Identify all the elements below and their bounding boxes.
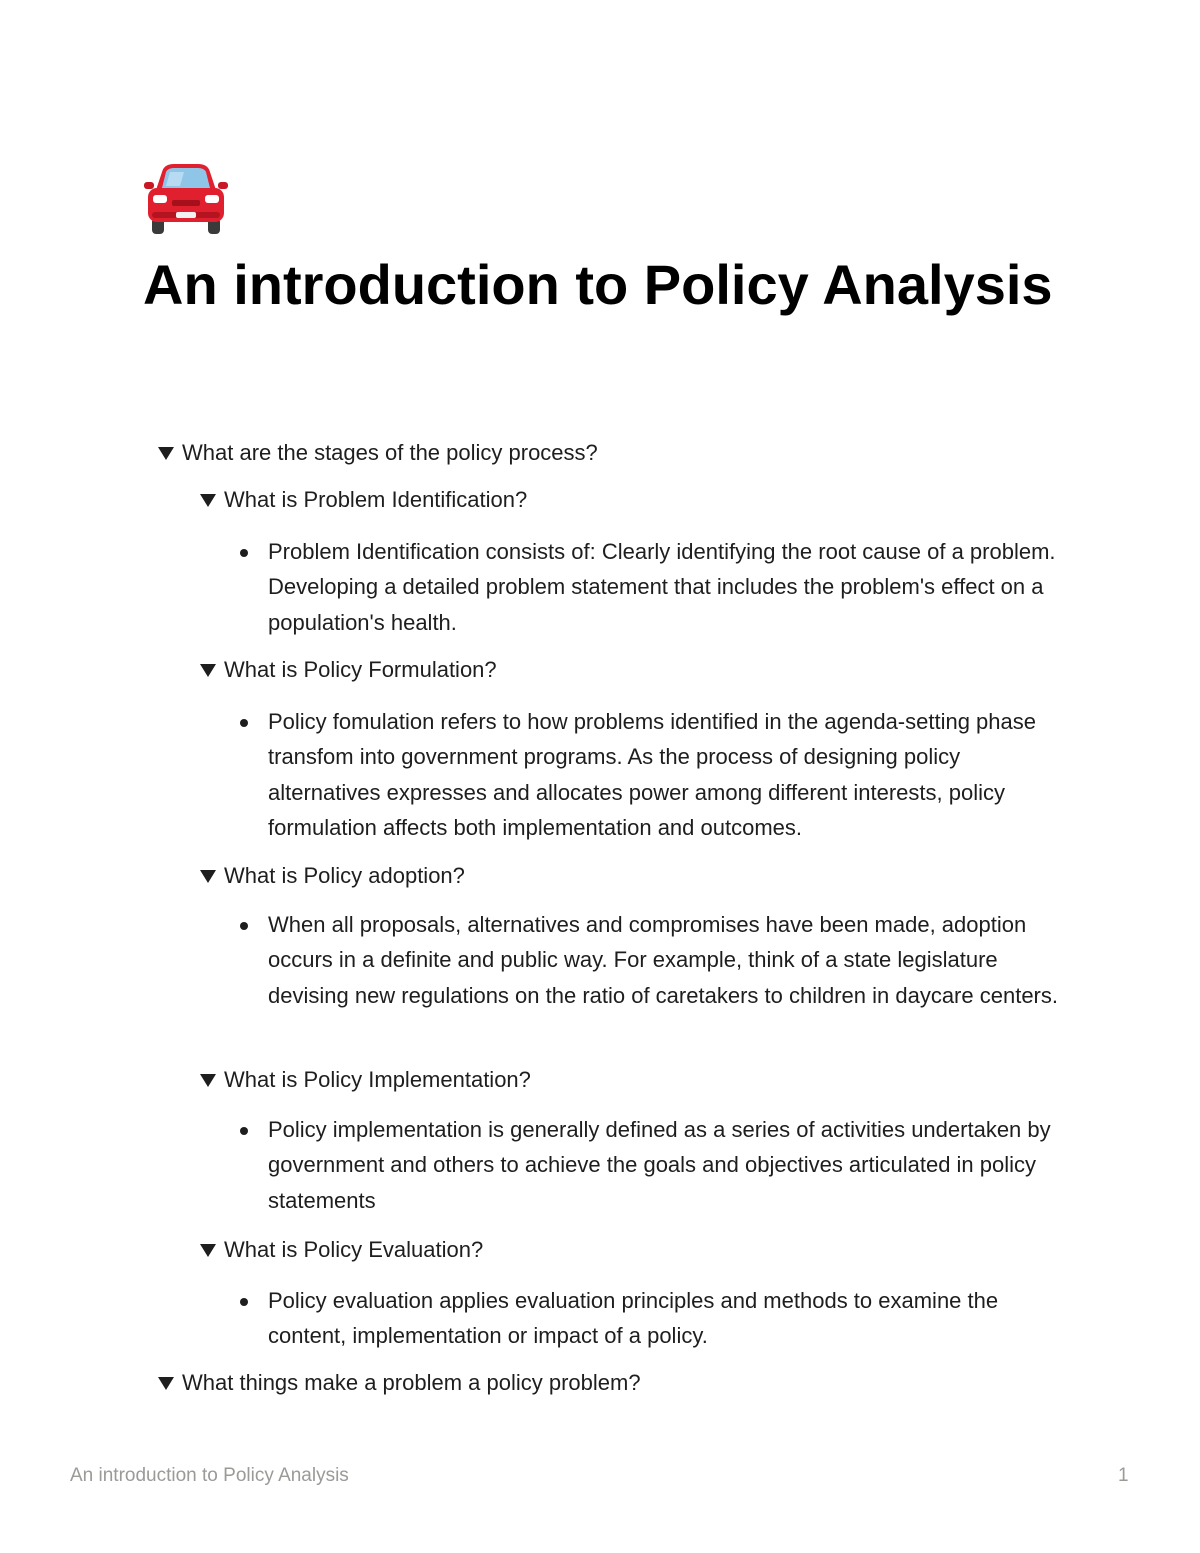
toggle-label: What things make a problem a policy problem? — [182, 1370, 641, 1395]
toggle-problem-identification[interactable] — [200, 484, 527, 516]
list-item-text: Problem Identification consists of: Clearly identifying the root cause of a problem. Developing a detailed problem statement that includes the problem's effect on a population's health. — [268, 539, 1056, 635]
list-item-text: Policy evaluation applies evaluation principles and methods to examine the content, implementation or impact of a policy. — [268, 1288, 999, 1349]
bullet-dot-icon — [240, 549, 248, 557]
triangle-down-icon[interactable] — [200, 664, 216, 677]
toggle-label: What is Policy Implementation? — [224, 1067, 531, 1092]
toggle-label: What is Policy adoption? — [224, 863, 465, 888]
bullet-dot-icon — [240, 1298, 248, 1306]
triangle-down-icon[interactable] — [200, 1244, 216, 1257]
triangle-down-icon[interactable] — [200, 1074, 216, 1087]
list-item — [240, 704, 1060, 845]
red-car-icon — [144, 162, 228, 236]
triangle-down-icon[interactable] — [200, 494, 216, 507]
list-item-text: When all proposals, alternatives and compromises have been made, adoption occurs in a definite and public way. For example, think of a state legislature devising new regulations on the ratio of caretakers to children in daycare centers. — [268, 912, 1058, 1008]
bullet-dot-icon — [240, 922, 248, 930]
toggle-policy-adoption[interactable] — [200, 860, 465, 892]
toggle-label: What is Policy Formulation? — [224, 657, 497, 682]
list-item — [240, 1283, 1060, 1354]
triangle-down-icon[interactable] — [158, 1377, 174, 1390]
toggle-policy-implementation[interactable] — [200, 1064, 531, 1096]
toggle-label: What is Policy Evaluation? — [224, 1237, 484, 1262]
toggle-stages[interactable] — [158, 437, 598, 469]
triangle-down-icon[interactable] — [158, 447, 174, 460]
list-item — [240, 907, 1060, 1013]
toggle-label: What is Problem Identification? — [224, 487, 528, 512]
toggle-policy-problem[interactable] — [158, 1367, 641, 1399]
triangle-down-icon[interactable] — [200, 870, 216, 883]
toggle-policy-formulation[interactable] — [200, 654, 497, 686]
list-item — [240, 534, 1060, 640]
toggle-policy-evaluation[interactable] — [200, 1234, 483, 1266]
toggle-label: What are the stages of the policy process? — [182, 440, 598, 465]
page-number: 1 — [1118, 1465, 1129, 1486]
list-item — [240, 1112, 1060, 1218]
bullet-dot-icon — [240, 719, 248, 727]
page-title: An introduction to Policy Analysis — [143, 253, 1053, 316]
bullet-dot-icon — [240, 1127, 248, 1135]
list-item-text: Policy implementation is generally defined as a series of activities undertaken by government and others to achieve the goals and objectives articulated in policy statements — [268, 1117, 1051, 1213]
list-item-text: Policy fomulation refers to how problems identified in the agenda-setting phase transfom into government programs. As the process of designing policy alternatives expresses and allocates power among different interests, policy formulation affects both implementation and outcomes. — [268, 709, 1037, 840]
footer-title: An introduction to Policy Analysis — [70, 1465, 349, 1486]
